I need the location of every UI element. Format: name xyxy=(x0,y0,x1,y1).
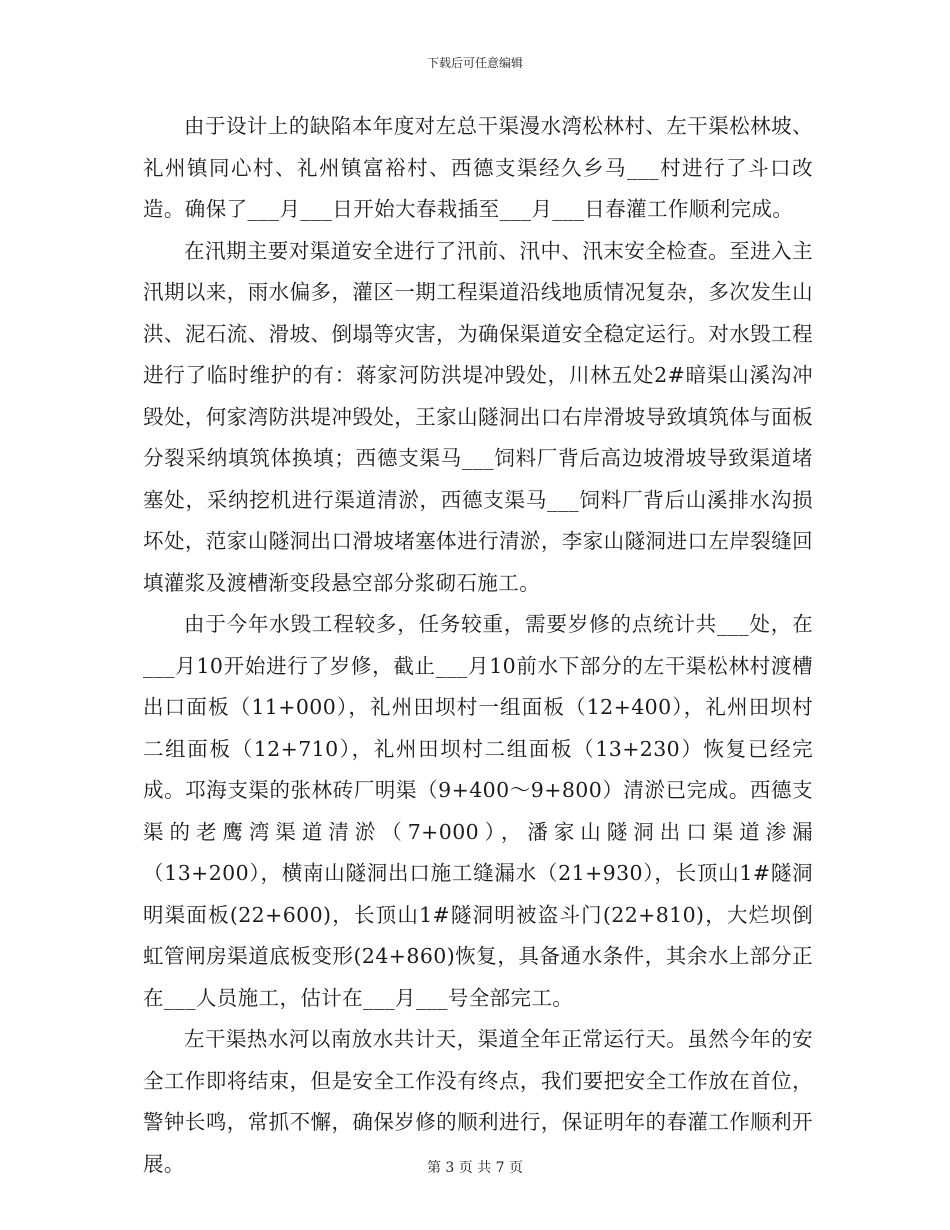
paragraph-4: 左干渠热水河以南放水共计天，渠道全年正常运行天。虽然今年的安全工作即将结束，但是安全工作没有终点，我们要把安全工作放在首位，警钟长鸣，常抓不懈，确保岁修的顺利进行，保证明年的春灌工作顺利开展。 xyxy=(143,1027,813,1176)
page-header-note: 下载后可任意编辑 xyxy=(426,56,523,70)
paragraph-2: 在汛期主要对渠道安全进行了汛前、汛中、汛末安全检查。至进入主汛期以来，雨水偏多，灌区一期工程渠道沿线地质情况复杂，多次发生山洪、泥石流、滑坡、倒塌等灾害，为确保渠道安全稳定运行。对水毁工程进行了临时维护的有：蒋家河防洪堤冲毁处，川林五处2#暗渠山溪沟冲毁处，何家湾防洪堤冲毁处，王家山隧洞出口右岸滑坡导致填筑体与面板分裂采纳填筑体换填；西德支渠马___饲料厂背后高边坡滑坡导致渠道堵塞处，采纳挖机进行渠道清淤，西德支渠马___饲料厂背后山溪排水沟损坏处，范家山隧洞出口滑坡堵塞体进行清淤，李家山隧洞进口左岸裂缝回填灌浆及渡槽渐变段悬空部分浆砌石施工。 xyxy=(143,238,813,595)
paragraph-1: 由于设计上的缺陷本年度对左总干渠漫水湾松林村、左干渠松林坡、礼州镇同心村、礼州镇富裕村、西德支渠经久乡马___村进行了斗口改造。确保了___月___日开始大春栽插至___月___日春灌工作顺利完成。 xyxy=(143,114,813,221)
document-body xyxy=(143,106,813,1185)
page-footer-number: 第 3 页 共 7 页 xyxy=(426,1160,524,1176)
paragraph-3: 由于今年水毁工程较多，任务较重，需要岁修的点统计共___处，在___月10开始进行了岁修，截止___月10前水下部分的左干渠松林村渡槽出口面板（11+000），礼州田坝村一组面板（12+400），礼州田坝村二组面板（12+710），礼州田坝村二组面板（13+230）恢复已经完成。邛海支渠的张林砖厂明渠（9+400～9+800）清淤已完成。西德支渠的老鹰湾渠道清淤（7+000），潘家山隧洞出口渠道渗漏（13+200），横南山隧洞出口施工缝漏水（21+930），长顶山1#隧洞明渠面板(22+600)，长顶山1#隧洞明被盗斗门(22+810)，大烂坝倒虹管闸房渠道底板变形(24+860)恢复，具备通水条件，其余水上部分正在___人员施工，估计在___月___号全部完工。 xyxy=(143,612,813,1010)
